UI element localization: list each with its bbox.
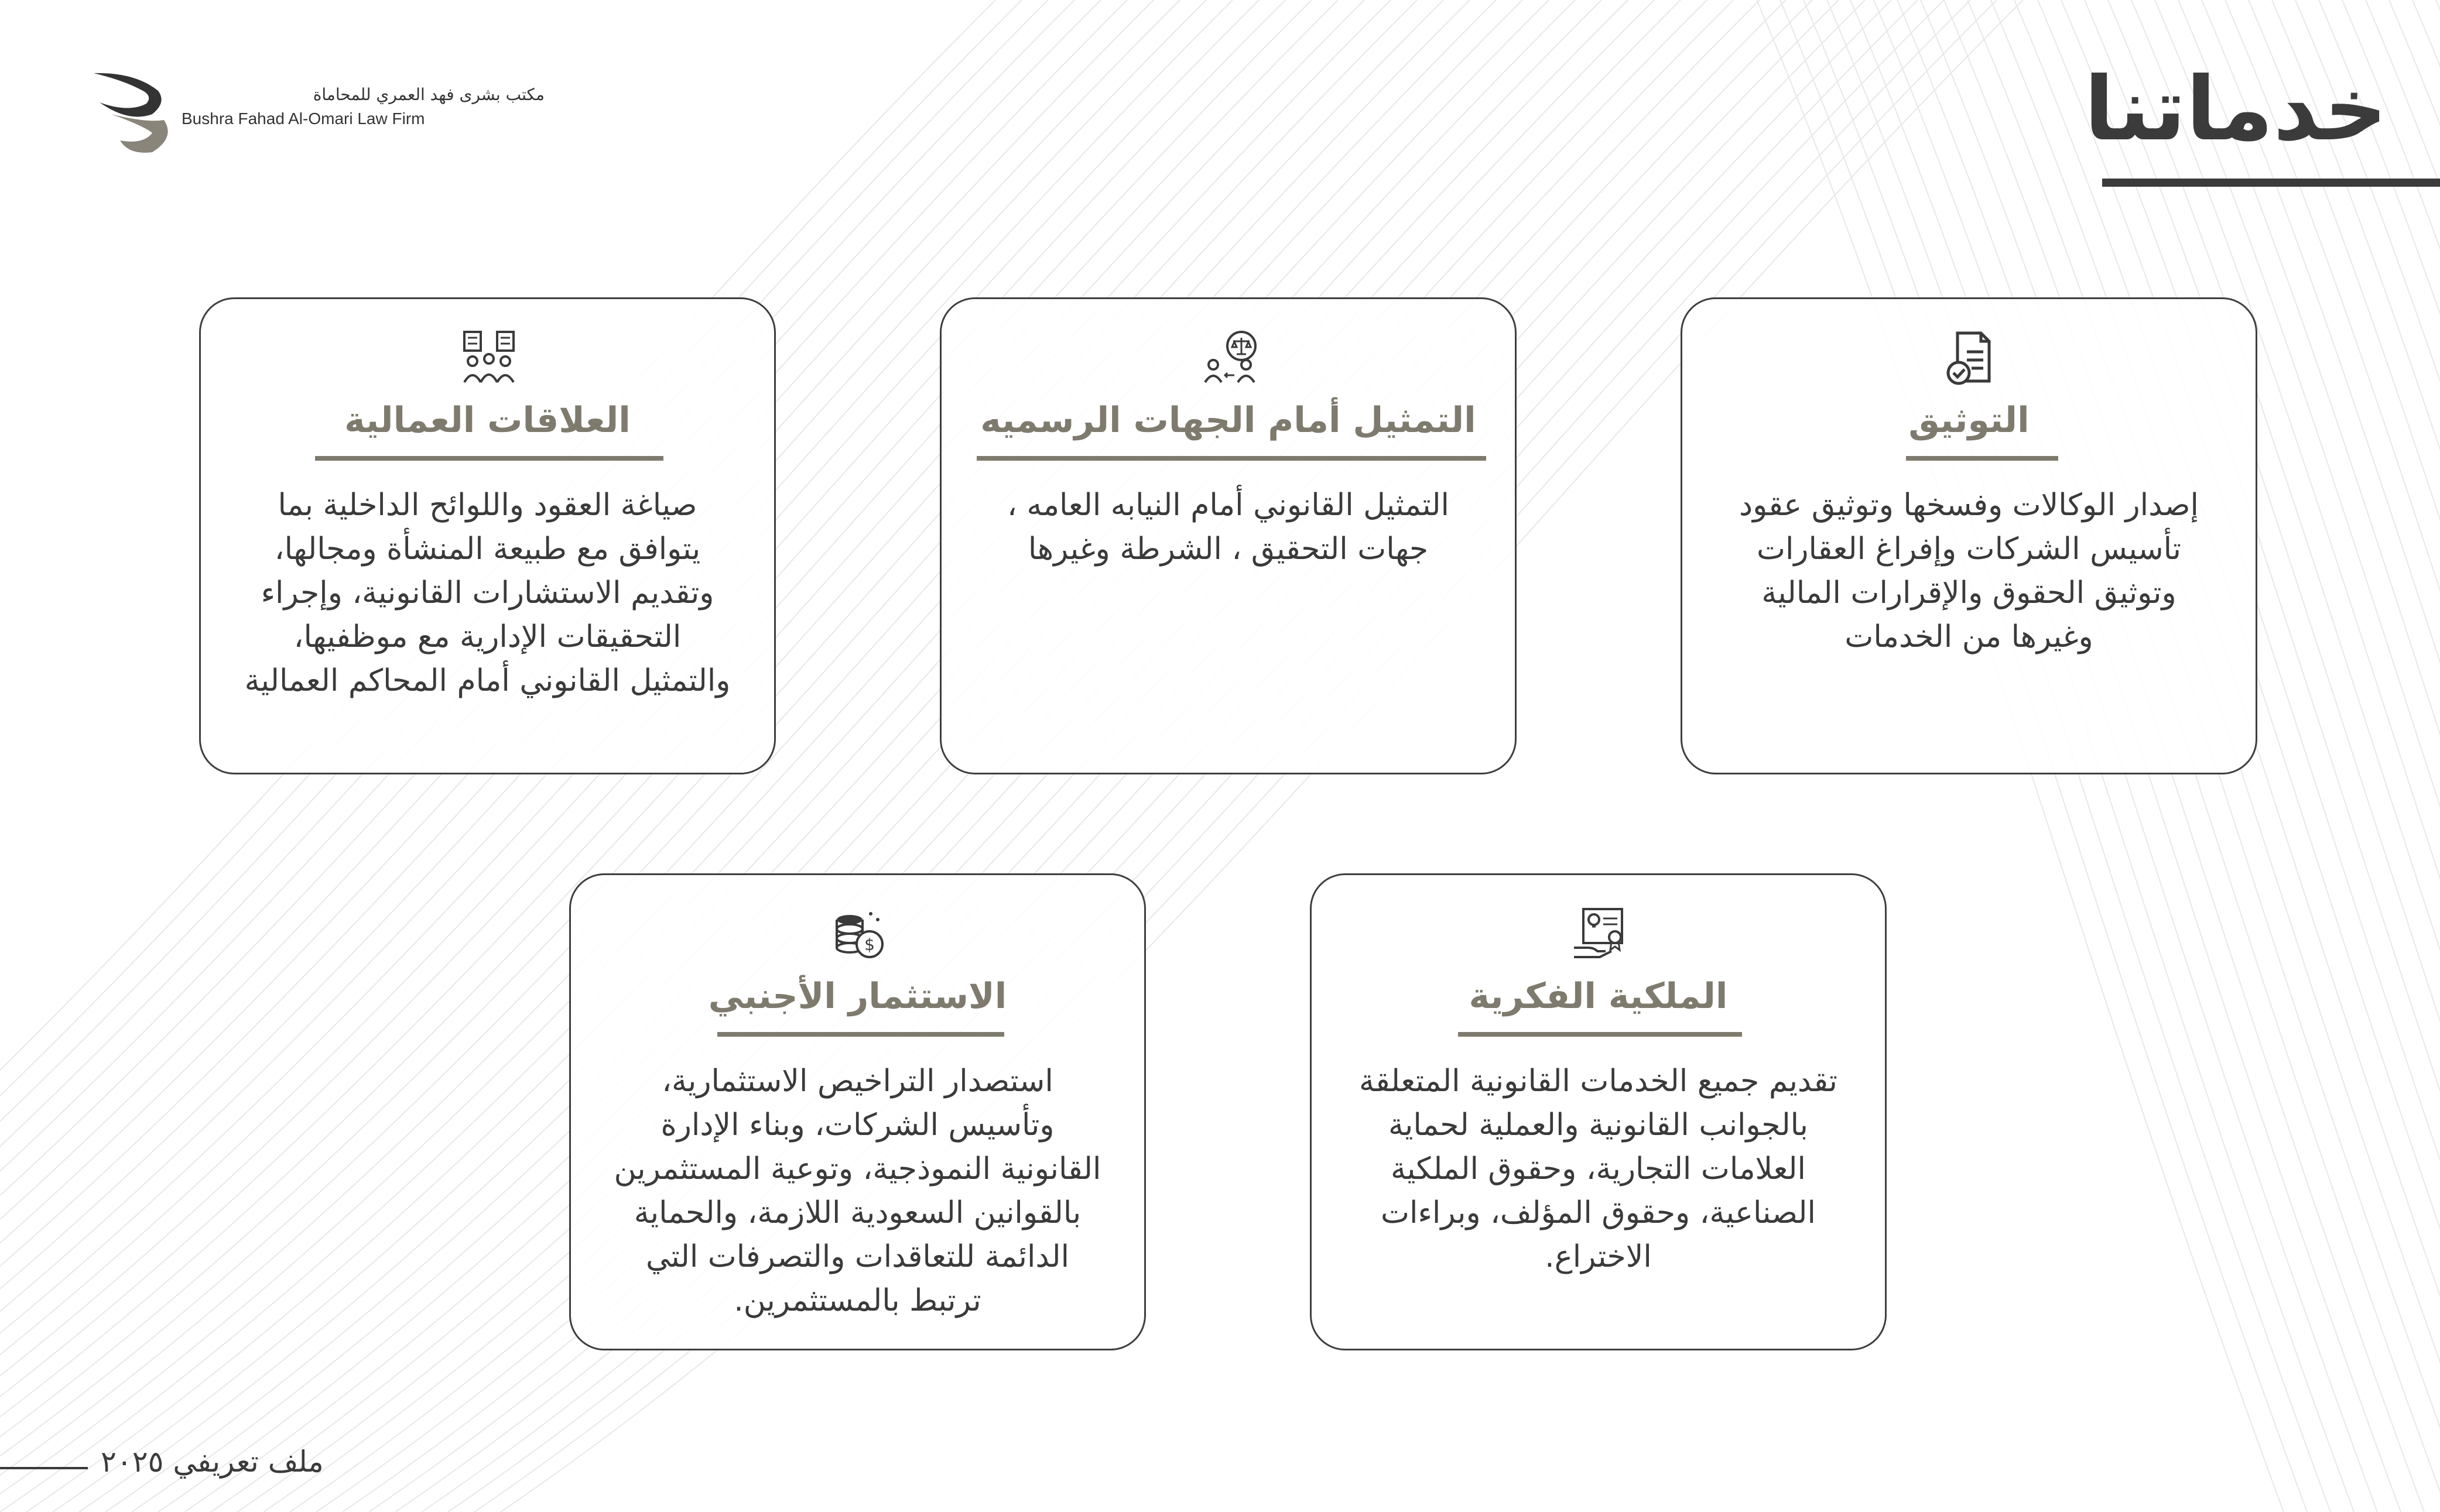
firm-name-arabic: مكتب بشرى فهد العمري للمحاماة bbox=[313, 85, 545, 104]
service-card-intellectual-property bbox=[1310, 873, 1887, 1350]
title-rule bbox=[1458, 1032, 1742, 1037]
page-title: خدماتنا bbox=[2084, 59, 2387, 160]
service-card-representation bbox=[940, 297, 1517, 774]
service-card-labor-relations bbox=[199, 297, 776, 774]
service-description: إصدار الوكالات وفسخها وتوثيق عقود تأسيس الشركات وإفراغ العقارات وتوثيق الحقوق والإقرارات المالية وغيرها من الخدمات bbox=[1739, 488, 2199, 654]
scales-people-icon bbox=[1200, 328, 1259, 387]
service-title: الملكية الفكرية bbox=[1469, 976, 1728, 1017]
service-title: العلاقات العمالية bbox=[344, 400, 631, 441]
svg-text:$: $ bbox=[864, 935, 875, 954]
service-title: الاستثمار الأجنبي bbox=[708, 976, 1007, 1017]
service-description: تقديم جميع الخدمات القانونية المتعلقة بالجوانب القانونية والعملية لحماية العلامات التجارية، وحقوق الملكية الصناعية، وحقوق المؤلف، وبراءات الاختراع. bbox=[1359, 1064, 1837, 1274]
service-title: التوثيق bbox=[1908, 400, 2030, 441]
footer-label: ملف تعريفي ٢٠٢٥ bbox=[101, 1445, 324, 1479]
service-card-documentation bbox=[1681, 297, 2257, 774]
title-rule bbox=[1906, 456, 2058, 461]
firm-logo bbox=[88, 67, 545, 155]
employees-meeting-icon bbox=[460, 328, 518, 387]
service-description: التمثيل القانوني أمام النيابه العامه ، جهات التحقيق ، الشرطة وغيرها bbox=[1007, 488, 1449, 567]
title-rule bbox=[717, 1032, 1004, 1037]
coins-stack-icon bbox=[830, 904, 888, 963]
service-title: التمثيل أمام الجهات الرسميه bbox=[980, 400, 1476, 441]
service-description: استصدار التراخيص الاستثمارية، وتأسيس الشركات، وبناء الإدارة القانونية النموذجية، وتوعية المستثمرين بالقوانين السعودية اللازمة، والحماية الدائمة للتعاقدات والتصرفات التي ترتبط بالمستثمرين. bbox=[614, 1064, 1101, 1318]
firm-name-english: Bushra Fahad Al-Omari Law Firm bbox=[182, 109, 425, 128]
service-description: صياغة العقود واللوائح الداخلية بما يتوافق مع طبيعة المنشأة ومجالها، وتقديم الاستشارات القانونية، وإجراء التحقيقات الإدارية مع موظفيها، والتمثيل القانوني أمام المحاكم العمالية bbox=[244, 488, 731, 698]
title-rule bbox=[315, 456, 663, 461]
logo-mark-icon bbox=[88, 67, 176, 155]
footer-line bbox=[0, 1467, 88, 1469]
certificate-idea-icon bbox=[1570, 904, 1629, 963]
title-underline bbox=[2102, 179, 2440, 187]
service-card-foreign-investment bbox=[569, 873, 1146, 1350]
document-check-icon bbox=[1941, 328, 2000, 387]
title-rule bbox=[977, 456, 1486, 461]
